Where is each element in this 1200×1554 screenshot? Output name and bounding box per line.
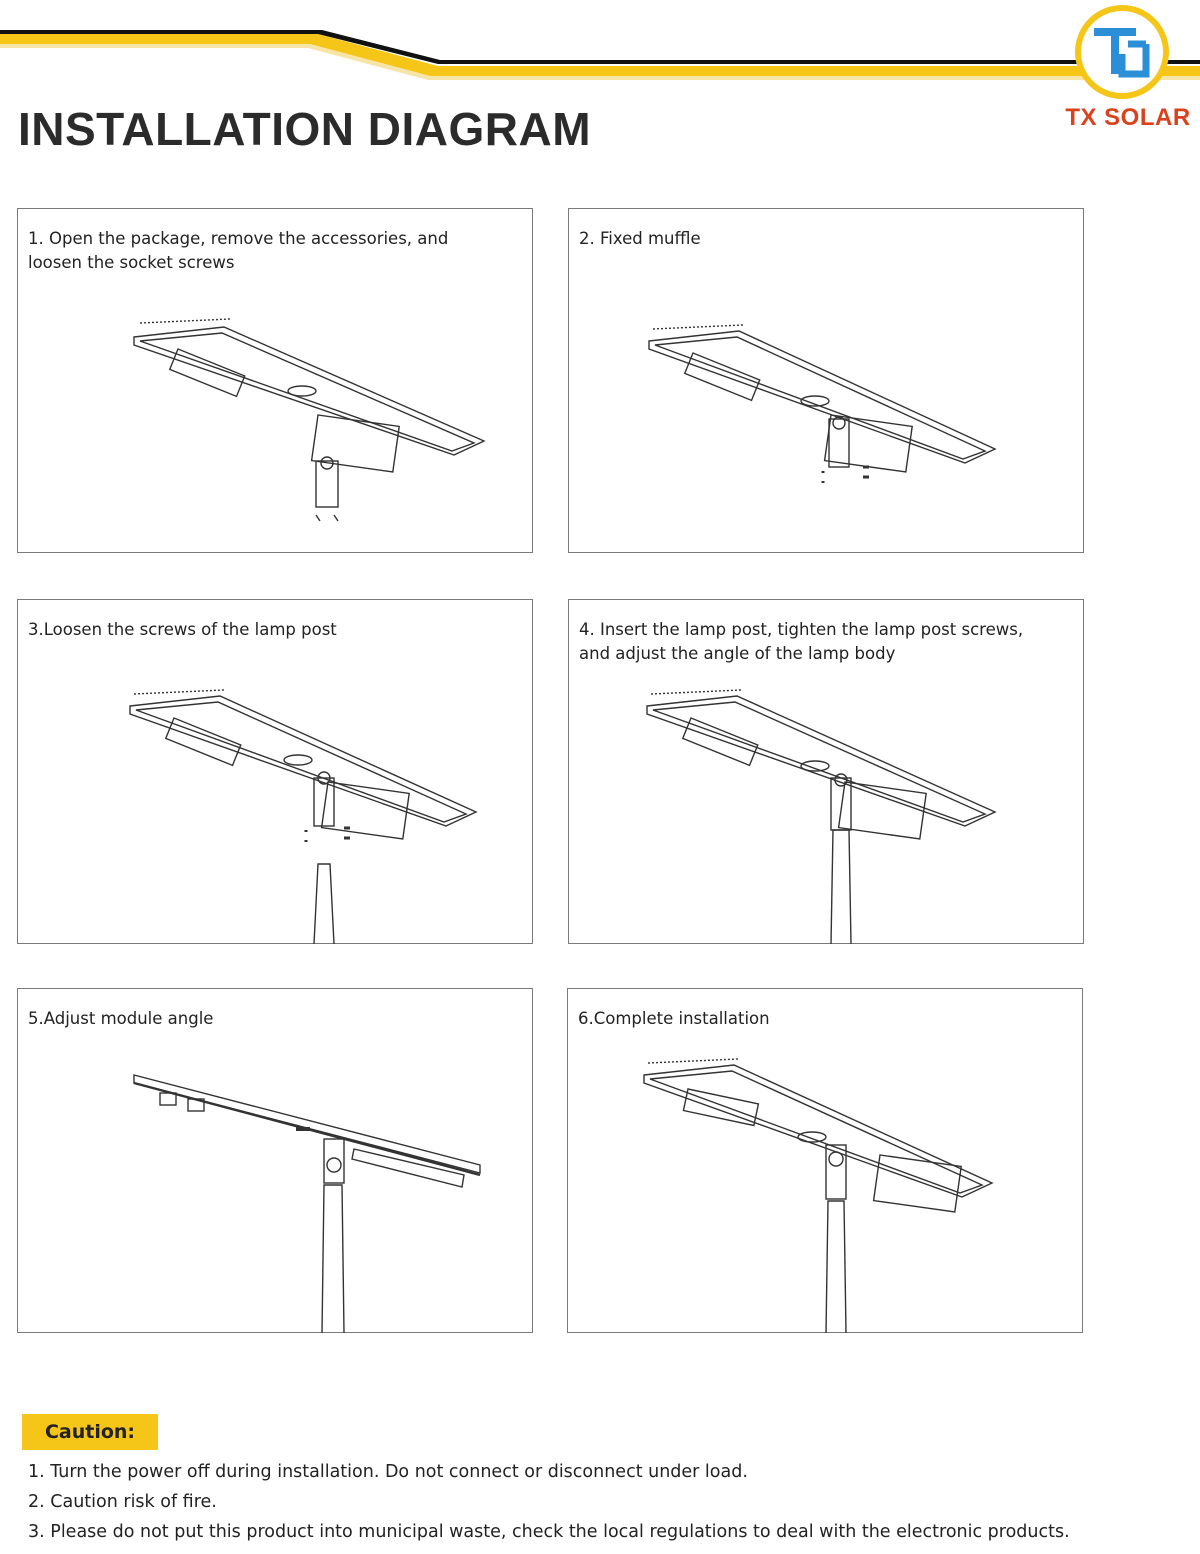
- caution-item: 1. Turn the power off during installation. Do not connect or disconnect under load.: [28, 1462, 748, 1482]
- lamp-illustration-icon: [18, 600, 534, 945]
- lamp-illustration-icon: [18, 989, 534, 1334]
- lamp-illustration-icon: [568, 989, 1084, 1334]
- step-caption: 5.Adjust module angle: [28, 1009, 214, 1028]
- step-panel-6: [567, 988, 1083, 1333]
- caution-item: 2. Caution risk of fire.: [28, 1492, 217, 1512]
- header-stripe: [0, 0, 1200, 90]
- step-caption: 3.Loosen the screws of the lamp post: [28, 620, 337, 639]
- lamp-illustration-icon: [569, 209, 1085, 554]
- step-caption: 2. Fixed muffle: [579, 229, 701, 248]
- step-panel-2: [568, 208, 1084, 553]
- brand-name: TX SOLAR: [1065, 104, 1191, 131]
- brand-logo: [1062, 4, 1194, 134]
- caution-label: Caution:: [22, 1414, 158, 1450]
- step-panel-4: [568, 599, 1084, 944]
- step-caption: 1. Open the package, remove the accessories, and loosen the socket screws: [28, 229, 449, 272]
- step-panel-3: [17, 599, 533, 944]
- page-title: INSTALLATION DIAGRAM: [18, 103, 592, 155]
- step-panel-1: [17, 208, 533, 553]
- step-caption: 4. Insert the lamp post, tighten the lamp post screws, and adjust the angle of the lamp body: [579, 620, 1024, 663]
- caution-list: [28, 1457, 1188, 1547]
- caution-item: 3. Please do not put this product into municipal waste, check the local regulations to deal with the electronic products.: [28, 1522, 1070, 1542]
- step-caption: 6.Complete installation: [578, 1009, 770, 1028]
- tx-logo-icon: [1074, 4, 1170, 100]
- step-panel-5: [17, 988, 533, 1333]
